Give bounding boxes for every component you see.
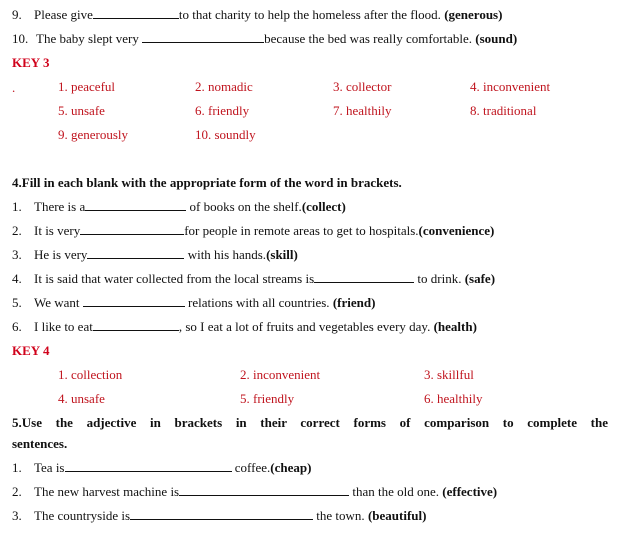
section-5-title-cont: sentences. [12, 436, 68, 451]
section-4-item-5 [12, 295, 375, 311]
item-text-after: coffee. [234, 460, 271, 475]
item-root-word: (effective) [442, 484, 498, 499]
key-4-answer: 5. friendly [240, 391, 295, 406]
item-root-word: (cheap) [270, 460, 312, 475]
item-text-before: The new harvest machine is [34, 484, 180, 499]
item-text-after: for people in remote areas to get to hospitals. [184, 223, 419, 238]
section-4-item-4 [12, 271, 495, 287]
section-4-item-1 [12, 199, 346, 215]
item-text-after: to that charity to help the homeless after the flood. [178, 7, 441, 22]
item-number: 2. [12, 223, 22, 238]
item-text-after: with his hands. [187, 247, 267, 262]
item-root-word: (friend) [332, 295, 376, 310]
item-root-word: (safe) [464, 271, 496, 286]
key-4-answer: 3. skillful [424, 367, 474, 382]
item-text-before: The countryside is [34, 508, 131, 523]
item-number: 4. [12, 271, 22, 286]
item-text-before: The baby slept very [36, 31, 139, 46]
answer-blank[interactable] [83, 295, 185, 307]
item-root-word: (convenience) [418, 223, 495, 238]
item-text-after: than the old one. [352, 484, 440, 499]
item-root-word: (skill) [266, 247, 298, 262]
item-number: 10. [12, 31, 29, 46]
answer-blank[interactable] [93, 319, 179, 331]
item-text-before: I like to eat [34, 319, 93, 334]
item-number: 5. [12, 295, 22, 310]
section-4-item-3 [12, 247, 298, 263]
key-3-answer: 4. inconvenient [470, 79, 551, 94]
key-4-answer: 4. unsafe [58, 391, 105, 406]
item-root-word: (collect) [301, 199, 346, 214]
answer-blank[interactable] [179, 484, 349, 496]
item-text-after: because the bed was really comfortable. [264, 31, 473, 46]
exercise-item-9 [12, 7, 502, 23]
item-text-before: Please give [34, 7, 93, 22]
answer-blank[interactable] [130, 508, 313, 520]
section-5-item-1 [12, 460, 311, 476]
item-text-after: , so I eat a lot of fruits and vegetables every day. [178, 319, 431, 334]
item-number: 3. [12, 508, 22, 523]
section-4-title: 4.Fill in each blank with the appropriate form of the word in brackets. [12, 175, 402, 190]
item-number: 2. [12, 484, 22, 499]
item-root-word: (health) [433, 319, 477, 334]
item-text-after: to drink. [417, 271, 462, 286]
answer-blank[interactable] [85, 199, 186, 211]
item-text-before: It is very [34, 223, 81, 238]
item-root-word: (sound) [475, 31, 518, 46]
section-5-item-2 [12, 484, 497, 500]
key-3-answer: 5. unsafe [58, 103, 105, 118]
key-4-answer: 2. inconvenient [240, 367, 321, 382]
key-4-answer: 6. healthily [424, 391, 483, 406]
key-3-answer: 3. collector [333, 79, 392, 94]
answer-blank[interactable] [87, 247, 184, 259]
item-number: 1. [12, 460, 22, 475]
item-text-after: the town. [316, 508, 365, 523]
answer-blank[interactable] [142, 31, 264, 43]
section-5-item-3 [12, 508, 426, 524]
item-text-before: We want [34, 295, 80, 310]
key-3-answer: 1. peaceful [58, 79, 116, 94]
key-3-answer: 8. traditional [470, 103, 537, 118]
section-5-title: 5.Use the adjective in brackets in their correct forms of comparison to complete the [12, 415, 608, 430]
item-number: 6. [12, 319, 22, 334]
key-3-answer: 2. nomadic [195, 79, 253, 94]
item-text-before: Tea is [34, 460, 65, 475]
item-number: 1. [12, 199, 22, 214]
key-4-answer: 1. collection [58, 367, 123, 382]
answer-blank[interactable] [314, 271, 414, 283]
section-4-item-2 [12, 223, 494, 239]
item-text-before: He is very [34, 247, 88, 262]
answer-blank[interactable] [80, 223, 184, 235]
key-3-title: KEY 3 [12, 55, 50, 70]
item-root-word: (generous) [444, 7, 503, 22]
exercise-item-10 [12, 31, 517, 47]
key-3-answer: 9. generously [58, 127, 129, 142]
item-text-before: There is a [34, 199, 86, 214]
answer-blank[interactable] [65, 460, 232, 472]
item-text-before: It is said that water collected from the local streams is [34, 271, 315, 286]
item-text-after: relations with all countries. [188, 295, 330, 310]
item-number: 9. [12, 7, 22, 22]
answer-blank[interactable] [93, 7, 179, 19]
key-3-answer: 10. soundly [195, 127, 256, 142]
section-4-item-6 [12, 319, 477, 335]
key-3-answer: 7. healthily [333, 103, 392, 118]
item-number: 3. [12, 247, 22, 262]
item-text-after: of books on the shelf. [189, 199, 302, 214]
key-3-answer: 6. friendly [195, 103, 250, 118]
item-root-word: (beautiful) [367, 508, 427, 523]
key-4-title: KEY 4 [12, 343, 50, 358]
key-3-bullet: . [12, 80, 16, 95]
